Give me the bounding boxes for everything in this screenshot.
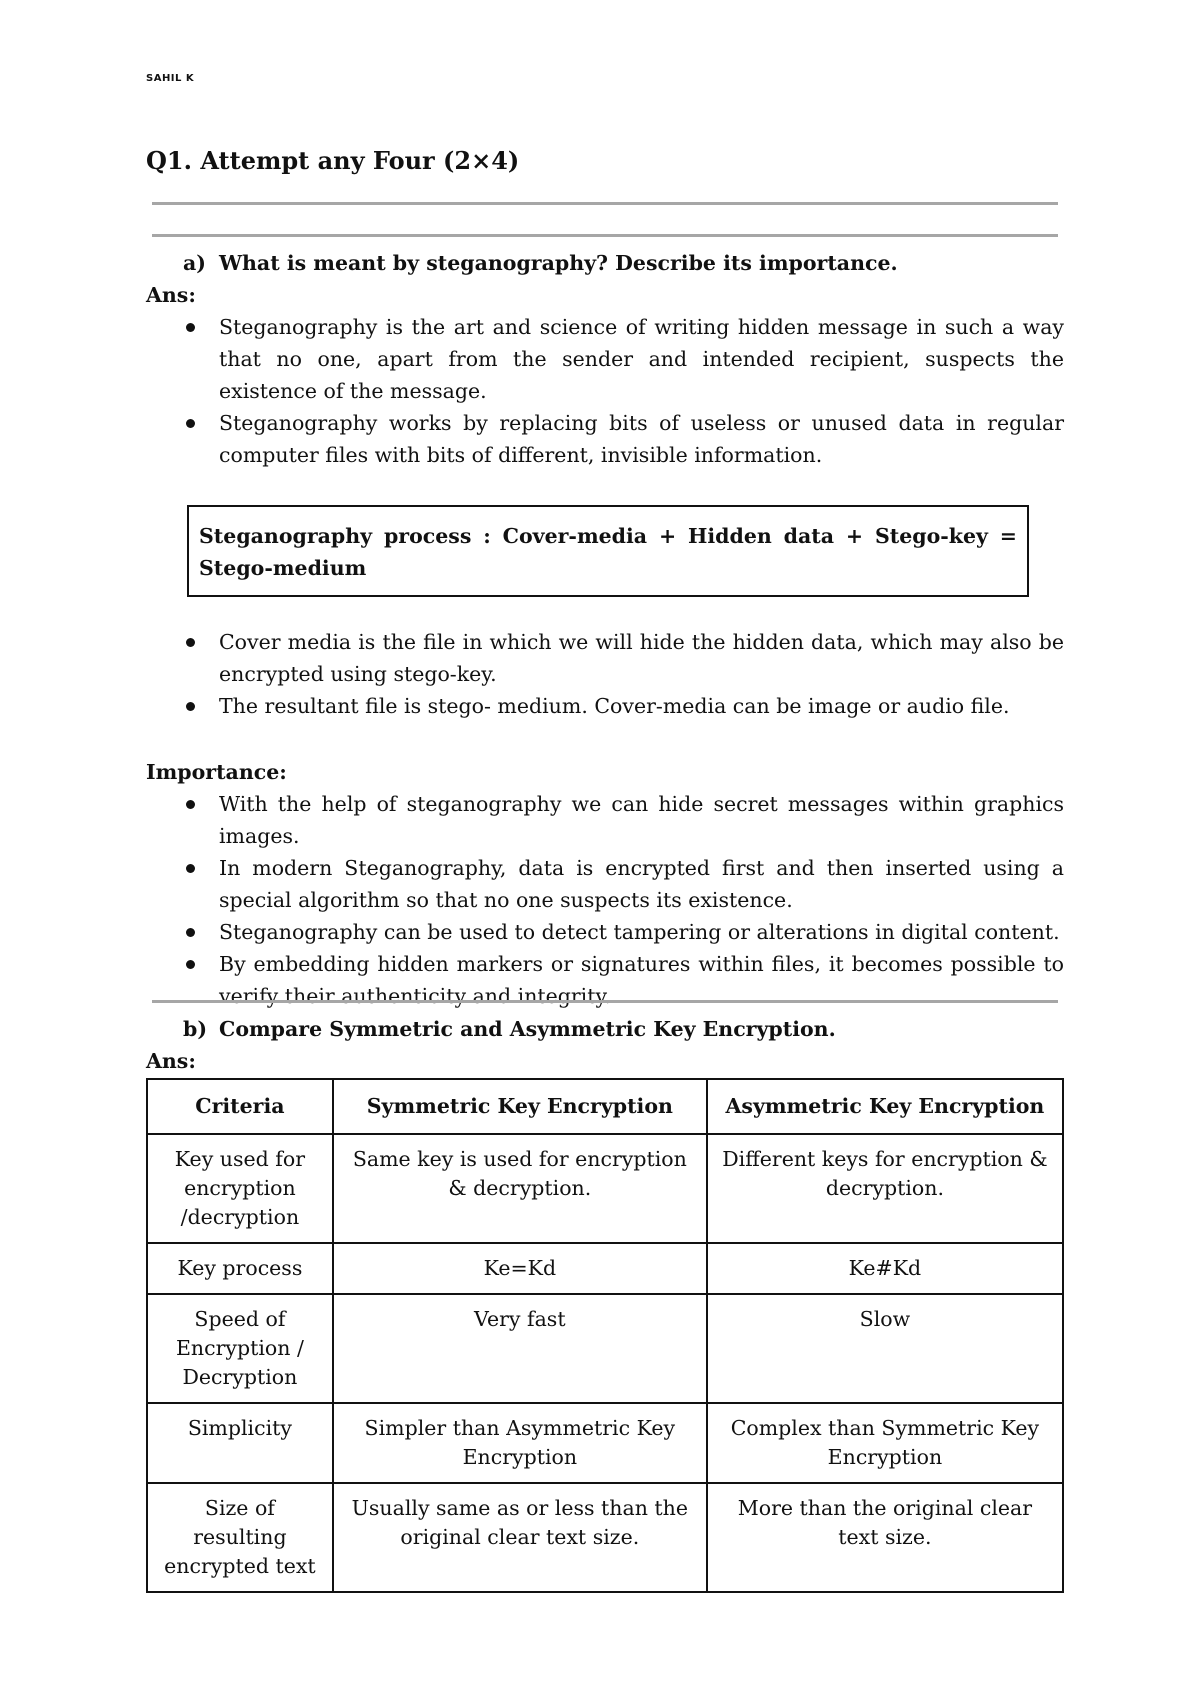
part-b-ans-label: Ans: <box>146 1049 196 1073</box>
table-header-row <box>147 1079 1063 1134</box>
table-cell: Simplicity <box>147 1403 333 1483</box>
table-row <box>147 1243 1063 1294</box>
list-item: By embedding hidden markers or signatures within files, it becomes possible to verify their authenticity and integrity. <box>146 948 1064 1012</box>
part-a-question-text: What is meant by steganography? Describe its importance. <box>219 251 898 275</box>
table-row <box>147 1403 1063 1483</box>
table-cell: Complex than Symmetric Key Encryption <box>707 1403 1063 1483</box>
list-item: Cover media is the file in which we will hide the hidden data, which may also be encrypted using stego-key. <box>146 626 1064 690</box>
table-row <box>147 1294 1063 1403</box>
list-item: The resultant file is stego- medium. Cover-media can be image or audio file. <box>146 690 1064 722</box>
header-criteria: Criteria <box>147 1079 333 1134</box>
table-cell: Key process <box>147 1243 333 1294</box>
part-a-bullet-list <box>146 311 1064 471</box>
table-row <box>147 1134 1063 1243</box>
divider-top-2 <box>152 234 1058 237</box>
part-b-section <box>146 1013 1064 1077</box>
question-title: Q1. Attempt any Four (2×4) <box>146 146 520 175</box>
table-cell: Ke#Kd <box>707 1243 1063 1294</box>
list-item: Steganography works by replacing bits of useless or unused data in regular computer files with bits of different, invisible information. <box>146 407 1064 471</box>
list-item: Steganography can be used to detect tampering or alterations in digital content. <box>146 916 1064 948</box>
author-name: SAHIL K <box>146 73 195 84</box>
table-cell: Slow <box>707 1294 1063 1403</box>
table-cell: Simpler than Asymmetric Key Encryption <box>333 1403 707 1483</box>
table-cell: Same key is used for encryption & decryption. <box>333 1134 707 1243</box>
comparison-table <box>146 1078 1064 1593</box>
part-a-section <box>146 247 1064 471</box>
table-cell: Usually same as or less than the original clear text size. <box>333 1483 707 1592</box>
steganography-process-box: Steganography process : Cover-media + Hidden data + Stego-key = Stego-medium <box>187 505 1029 597</box>
divider-middle <box>152 1000 1058 1003</box>
table-cell: Very fast <box>333 1294 707 1403</box>
table-cell: More than the original clear text size. <box>707 1483 1063 1592</box>
part-a-section-continued <box>146 626 1064 722</box>
part-b-question <box>146 1013 1064 1045</box>
table-cell: Speed of Encryption / Decryption <box>147 1294 333 1403</box>
table-cell: Different keys for encryption & decryption. <box>707 1134 1063 1243</box>
list-item: In modern Steganography, data is encrypted first and then inserted using a special algorithm so that no one suspects its existence. <box>146 852 1064 916</box>
part-a-label: a) <box>183 251 206 275</box>
list-item: With the help of steganography we can hide secret messages within graphics images. <box>146 788 1064 852</box>
part-b-label: b) <box>183 1017 208 1041</box>
table-cell: Key used for encryption /decryption <box>147 1134 333 1243</box>
importance-bullet-list <box>146 788 1064 1012</box>
list-item: Steganography is the art and science of writing hidden message in such a way that no one, apart from the sender and intended recipient, suspects the existence of the message. <box>146 311 1064 407</box>
part-b-question-text: Compare Symmetric and Asymmetric Key Encryption. <box>219 1017 836 1041</box>
header-asymmetric: Asymmetric Key Encryption <box>707 1079 1063 1134</box>
importance-section <box>146 756 1064 1012</box>
divider-top-1 <box>152 202 1058 205</box>
table-cell: Ke=Kd <box>333 1243 707 1294</box>
part-a-bullet-list-after <box>146 626 1064 722</box>
header-symmetric: Symmetric Key Encryption <box>333 1079 707 1134</box>
table-cell: Size of resulting encrypted text <box>147 1483 333 1592</box>
importance-heading: Importance: <box>146 760 287 784</box>
table-row <box>147 1483 1063 1592</box>
part-a-ans-label: Ans: <box>146 283 196 307</box>
part-a-question <box>146 247 1064 279</box>
